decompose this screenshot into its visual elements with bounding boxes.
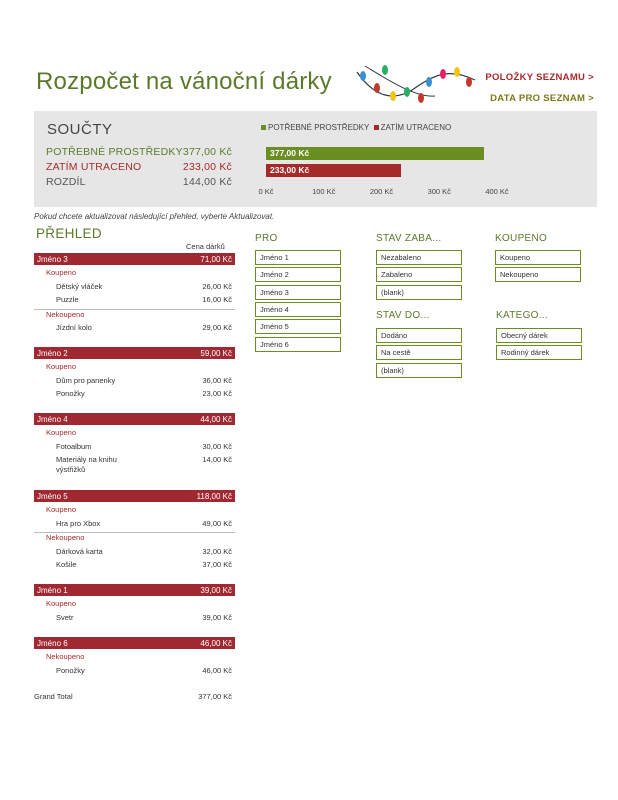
gift-amount: 23,00 Kč [202, 389, 232, 398]
axis-tick-label: 300 Kč [427, 187, 451, 196]
gift-amount: 39,00 Kč [202, 612, 232, 622]
gift-row[interactable] [56, 547, 235, 557]
summary-label: ZATÍM UTRACENO [46, 161, 142, 173]
slicer-title-pro: PRO [255, 233, 278, 244]
gift-row[interactable] [56, 323, 235, 333]
purchase-status[interactable]: Koupeno [46, 428, 77, 437]
slicer-title-wrap: STAV ZABA... [376, 233, 442, 244]
summary-label: POTŘEBNÉ PROSTŘEDKY [46, 146, 183, 158]
group-name: Jméno 4 [37, 415, 68, 424]
refresh-note: Pokud chcete aktualizovat následující přehled, vyberte Aktualizovat. [34, 212, 275, 221]
gift-name: Jízdní kolo [56, 323, 92, 332]
gift-name: Ponožky [56, 665, 85, 675]
axis-tick-label: 100 Kč [312, 187, 336, 196]
group-name: Jméno 1 [37, 586, 68, 595]
purchase-status[interactable]: Koupeno [46, 599, 77, 608]
slicer-item-delivery[interactable]: (blank) [376, 363, 462, 378]
summary-title: SOUČTY [47, 121, 113, 138]
gift-amount: 14,00 Kč [202, 455, 232, 464]
list-items-link[interactable]: POLOŽKY SEZNAMU > [485, 72, 594, 83]
gift-row[interactable] [56, 455, 235, 475]
summary-value: 144,00 Kč [182, 176, 232, 188]
group-total: 118,00 Kč [196, 492, 232, 501]
legend-swatch-spent [374, 125, 379, 130]
legend-swatch-needed [261, 125, 266, 130]
purchase-status[interactable]: Koupeno [46, 268, 77, 277]
christmas-lights-icon [355, 58, 477, 110]
slicer-item-pro[interactable]: Jméno 6 [255, 337, 341, 352]
chart-legend [261, 123, 451, 132]
gift-name: Dárková karta [56, 546, 103, 556]
column-header-price: Cena dárků [186, 242, 225, 251]
legend-label-spent: ZATÍM UTRACENO [380, 123, 452, 132]
group-header-row[interactable] [34, 584, 235, 596]
gift-amount: 36,00 Kč [202, 375, 232, 385]
gift-row[interactable] [56, 389, 235, 399]
gift-name: Ponožky [56, 389, 85, 398]
chart-bar-needed: 377,00 Kč [266, 147, 484, 160]
slicer-item-delivery[interactable]: Na cestě [376, 345, 462, 360]
slicer-item-pro[interactable]: Jméno 3 [255, 285, 341, 300]
purchase-status[interactable]: Nekoupeno [46, 309, 85, 319]
slicer-item-category[interactable]: Obecný dárek [496, 328, 582, 343]
gift-amount: 16,00 Kč [202, 295, 232, 304]
group-header-row[interactable] [34, 490, 235, 502]
gift-name: Puzzle [56, 295, 79, 304]
purchase-status[interactable]: Koupeno [46, 505, 77, 514]
gift-name: Hra pro Xbox [56, 518, 101, 528]
gift-amount: 49,00 Kč [202, 518, 232, 528]
summary-row-difference [46, 176, 232, 190]
gift-amount: 32,00 Kč [202, 546, 232, 556]
gift-name: Fotoalbum [56, 441, 92, 451]
slicer-title-bought: KOUPENO [495, 233, 548, 244]
slicer-item-pro[interactable]: Jméno 2 [255, 267, 341, 282]
page-title: Rozpočet na vánoční dárky [36, 68, 332, 95]
slicer-item-bought[interactable]: Koupeno [495, 250, 581, 265]
group-name: Jméno 6 [37, 639, 68, 648]
group-total: 44,00 Kč [200, 415, 232, 424]
gift-row[interactable] [56, 666, 235, 676]
gift-amount: 46,00 Kč [202, 665, 232, 675]
axis-tick-label: 200 Kč [369, 187, 394, 196]
slicer-item-wrap[interactable]: (blank) [376, 285, 462, 300]
purchase-status[interactable]: Nekoupeno [46, 533, 85, 542]
gift-amount: 29,00 Kč [202, 323, 232, 332]
group-header-row[interactable] [34, 347, 235, 359]
gift-row[interactable] [56, 442, 235, 452]
group-header-row[interactable] [34, 253, 235, 265]
gift-row[interactable] [56, 519, 235, 529]
grand-total-row [34, 692, 235, 701]
axis-tick-label: 400 Kč [485, 187, 509, 196]
slicer-item-wrap[interactable]: Zabaleno [376, 267, 462, 282]
group-total: 39,00 Kč [200, 586, 232, 595]
purchase-status[interactable]: Koupeno [46, 362, 77, 371]
summary-row-spent [46, 161, 232, 175]
slicer-item-bought[interactable]: Nekoupeno [495, 267, 581, 282]
summary-value: 233,00 Kč [182, 161, 232, 173]
gift-name: Košile [56, 560, 77, 569]
group-total: 59,00 Kč [200, 349, 232, 358]
gift-amount: 30,00 Kč [202, 441, 232, 451]
summary-label: ROZDÍL [46, 176, 86, 188]
slicer-title-category: KATEGO... [496, 310, 548, 321]
slicer-item-category[interactable]: Rodinný dárek [496, 345, 582, 360]
gift-name: Dům pro panenky [56, 375, 116, 385]
grand-total-value: 377,00 Kč [198, 692, 232, 701]
chart-bar-spent: 233,00 Kč [266, 164, 401, 177]
gift-row[interactable] [56, 282, 235, 292]
overview-title: PŘEHLED [36, 226, 102, 241]
slicer-item-pro[interactable]: Jméno 5 [255, 319, 341, 334]
axis-tick-label: 0 Kč [258, 187, 274, 196]
legend-label-needed: POTŘEBNÉ PROSTŘEDKY [268, 123, 370, 132]
gift-row[interactable] [56, 376, 235, 386]
group-total: 71,00 Kč [200, 255, 232, 264]
group-name: Jméno 3 [37, 255, 68, 264]
gift-row[interactable] [56, 295, 235, 305]
purchase-status[interactable]: Nekoupeno [46, 652, 85, 661]
gift-name: Materiály na knihu výstřižků [56, 455, 117, 474]
group-name: Jméno 2 [37, 349, 68, 358]
group-name: Jméno 5 [37, 492, 68, 501]
grand-total-label: Grand Total [34, 692, 73, 701]
slicer-item-wrap[interactable]: Nezabaleno [376, 250, 462, 265]
group-total: 46,00 Kč [200, 639, 232, 648]
gift-name: Dětský vláček [56, 281, 103, 291]
group-header-row[interactable] [34, 637, 235, 649]
slicer-item-pro[interactable]: Jméno 1 [255, 250, 341, 265]
summary-value: 377,00 Kč [182, 146, 232, 158]
slicer-item-delivery[interactable]: Dodáno [376, 328, 462, 343]
gift-amount: 37,00 Kč [202, 560, 232, 569]
summary-panel [34, 111, 597, 207]
slicer-title-delivery: STAV DO... [376, 310, 430, 321]
gift-row[interactable] [56, 613, 235, 623]
slicer-item-pro[interactable]: Jméno 4 [255, 302, 341, 317]
gift-name: Svetr [56, 612, 74, 622]
gift-amount: 26,00 Kč [202, 281, 232, 291]
list-data-link[interactable]: DATA PRO SEZNAM > [490, 93, 594, 104]
summary-row-needed [46, 146, 232, 160]
gift-row[interactable] [56, 560, 235, 570]
group-header-row[interactable] [34, 413, 235, 425]
